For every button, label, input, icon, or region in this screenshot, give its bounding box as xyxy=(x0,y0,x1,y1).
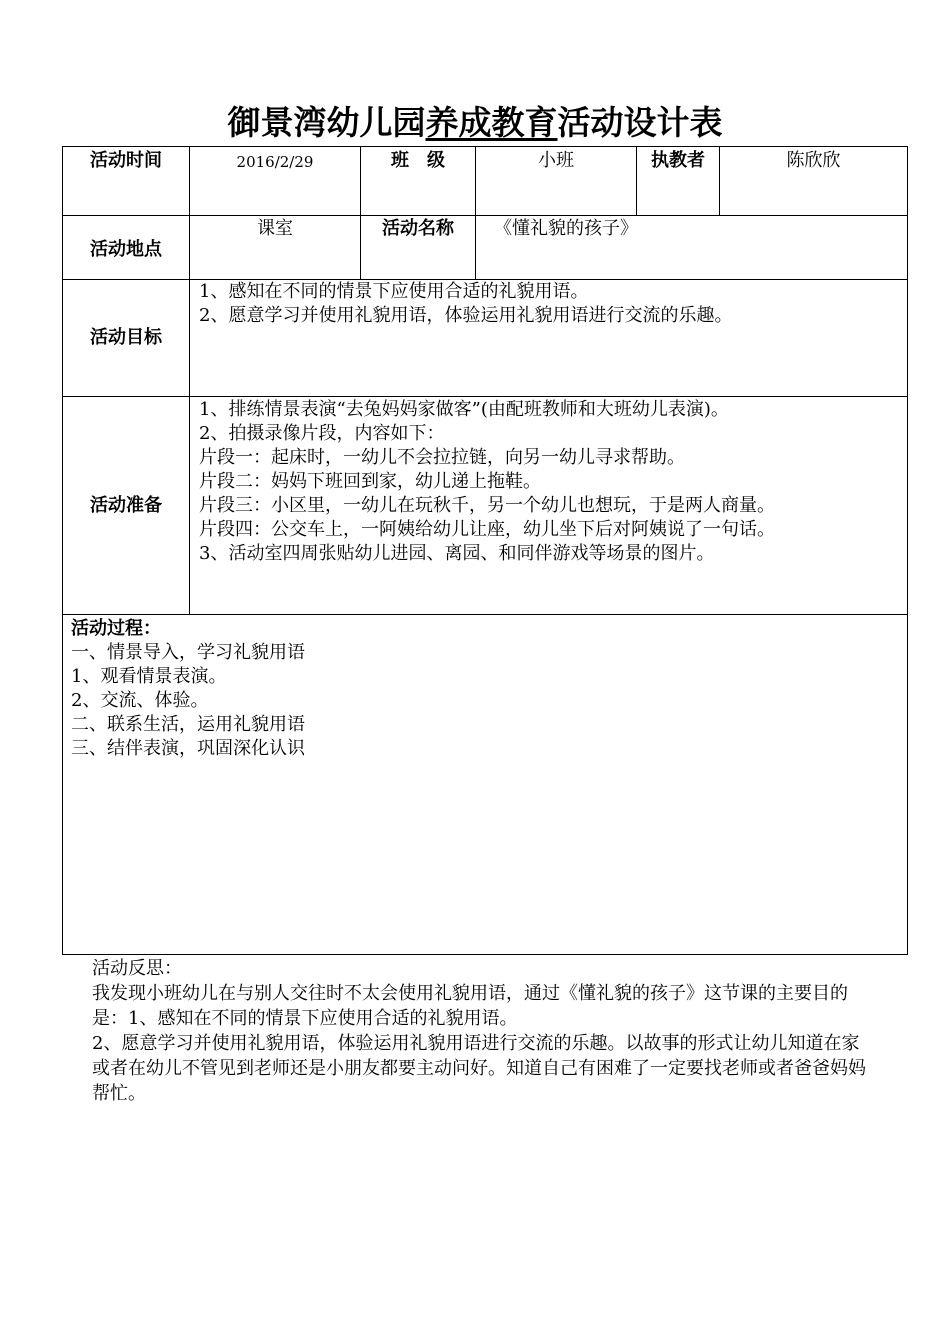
process-line: 2、交流、体验。 xyxy=(71,690,209,711)
prep-line: 片段四：公交车上，一阿姨给幼儿让座，幼儿坐下后对阿姨说了一句话。 xyxy=(199,519,775,540)
row-preparation xyxy=(63,397,908,615)
row-place-name xyxy=(63,216,908,280)
goals-content xyxy=(190,280,908,397)
place-value: 课室 xyxy=(190,216,361,280)
prep-line: 3、活动室四周张贴幼儿进园、离园、和同伴游戏等场景的图片。 xyxy=(199,543,715,564)
title-suffix: 活动设计表 xyxy=(557,103,723,142)
goal-line: 2、愿意学习并使用礼貌用语，体验运用礼貌用语进行交流的乐趣。 xyxy=(199,305,733,326)
title-school: 御景湾幼儿园 xyxy=(227,103,426,142)
goals-label: 活动目标 xyxy=(63,280,190,397)
row-goals xyxy=(63,280,908,397)
goal-line: 1、感知在不同的情景下应使用合适的礼貌用语。 xyxy=(199,281,589,302)
process-line: 一、情景导入，学习礼貌用语 xyxy=(71,642,305,663)
process-label: 活动过程： xyxy=(71,618,161,639)
reflection-section xyxy=(92,956,872,1106)
process-content xyxy=(63,615,908,955)
activity-design-table xyxy=(62,146,908,955)
prep-content xyxy=(190,397,908,615)
time-value: 2016/2/29 xyxy=(190,147,361,216)
prep-line: 片段二：妈妈下班回到家，幼儿递上拖鞋。 xyxy=(199,471,541,492)
prep-label: 活动准备 xyxy=(63,397,190,615)
prep-line: 2、拍摄录像片段，内容如下： xyxy=(199,423,445,444)
row-time-class-teacher xyxy=(63,147,908,216)
title-theme: 养成教育 xyxy=(425,103,558,142)
process-line: 1、观看情景表演。 xyxy=(71,666,227,687)
teacher-label: 执教者 xyxy=(637,147,720,216)
activity-name-value: 《懂礼貌的孩子》 xyxy=(476,216,908,280)
row-process xyxy=(63,615,908,955)
process-line: 三、结伴表演，巩固深化认识 xyxy=(71,738,305,759)
prep-line: 1、排练情景表演“去兔妈妈家做客”(由配班教师和大班幼儿表演)。 xyxy=(199,399,729,420)
teacher-value: 陈欣欣 xyxy=(720,147,908,216)
prep-line: 片段一：起床时，一幼儿不会拉拉链，向另一幼儿寻求帮助。 xyxy=(199,447,685,468)
page-title xyxy=(0,98,950,148)
reflection-paragraph: 2、愿意学习并使用礼貌用语，体验运用礼貌用语进行交流的乐趣。以故事的形式让幼儿知道在家或者在幼儿不管见到老师还是小朋友都要主动问好。知道自己有困难了一定要找老师或者爸爸妈妈帮忙。 xyxy=(92,1033,866,1104)
time-label: 活动时间 xyxy=(63,147,190,216)
reflection-paragraph: 我发现小班幼儿在与别人交往时不太会使用礼貌用语，通过《懂礼貌的孩子》这节课的主要目的是：1、感知在不同的情景下应使用合适的礼貌用语。 xyxy=(92,983,848,1029)
class-value: 小班 xyxy=(476,147,637,216)
reflection-label: 活动反思： xyxy=(92,958,182,979)
class-label: 班 级 xyxy=(361,147,476,216)
prep-line: 片段三：小区里，一幼儿在玩秋千，另一个幼儿也想玩，于是两人商量。 xyxy=(199,495,775,516)
activity-name-label: 活动名称 xyxy=(361,216,476,280)
process-line: 二、联系生活，运用礼貌用语 xyxy=(71,714,305,735)
place-label: 活动地点 xyxy=(63,216,190,280)
